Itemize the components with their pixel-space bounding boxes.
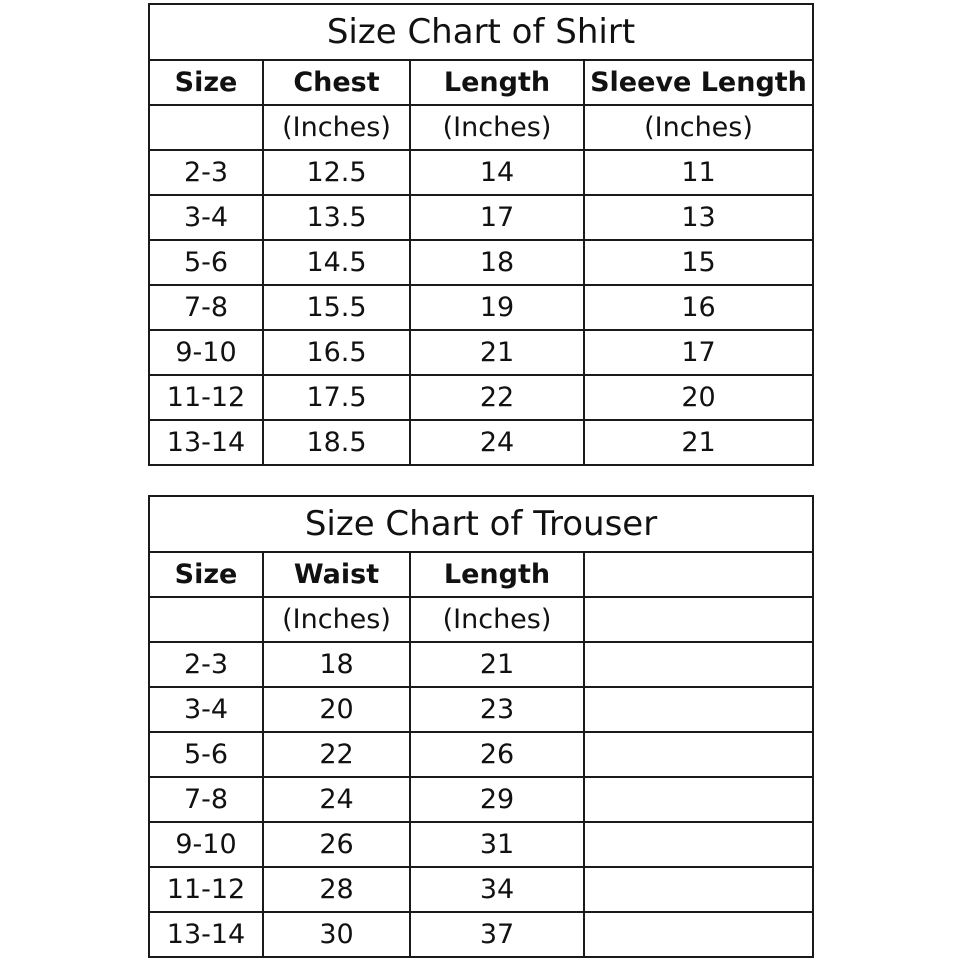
table-row (149, 642, 813, 687)
trouser-cell-waist: 30 (263, 912, 410, 957)
trouser-cell-length: 29 (410, 777, 584, 822)
trouser-cell-length: 34 (410, 867, 584, 912)
shirt-cell-size: 13-14 (149, 420, 263, 465)
trouser-unit-size (149, 597, 263, 642)
trouser-cell-size: 13-14 (149, 912, 263, 957)
trouser-cell-size: 7-8 (149, 777, 263, 822)
table-row (149, 867, 813, 912)
trouser-cell-size: 5-6 (149, 732, 263, 777)
shirt-unit-sleeve-length: (Inches) (584, 105, 813, 150)
trouser-cell-empty (584, 777, 813, 822)
table-row (149, 240, 813, 285)
shirt-header-sleeve-length: Sleeve Length (584, 60, 813, 105)
shirt-header-size: Size (149, 60, 263, 105)
trouser-cell-length: 26 (410, 732, 584, 777)
trouser-header-waist: Waist (263, 552, 410, 597)
shirt-cell-length: 14 (410, 150, 584, 195)
trouser-cell-waist: 20 (263, 687, 410, 732)
table-row (149, 375, 813, 420)
trouser-cell-waist: 24 (263, 777, 410, 822)
shirt-unit-size (149, 105, 263, 150)
shirt-cell-size: 2-3 (149, 150, 263, 195)
trouser-cell-waist: 18 (263, 642, 410, 687)
trouser-title-row (149, 496, 813, 552)
table-row (149, 150, 813, 195)
shirt-cell-chest: 17.5 (263, 375, 410, 420)
shirt-cell-length: 22 (410, 375, 584, 420)
table-row (149, 912, 813, 957)
table-row (149, 420, 813, 465)
shirt-cell-size: 5-6 (149, 240, 263, 285)
table-row (149, 777, 813, 822)
shirt-cell-sleeve-length: 17 (584, 330, 813, 375)
shirt-header-length: Length (410, 60, 584, 105)
trouser-cell-waist: 26 (263, 822, 410, 867)
shirt-table-title: Size Chart of Shirt (149, 4, 813, 60)
trouser-units-row (149, 597, 813, 642)
shirt-unit-chest: (Inches) (263, 105, 410, 150)
trouser-header-empty (584, 552, 813, 597)
table-row (149, 687, 813, 732)
shirt-cell-chest: 13.5 (263, 195, 410, 240)
trouser-unit-waist: (Inches) (263, 597, 410, 642)
shirt-cell-size: 9-10 (149, 330, 263, 375)
trouser-cell-size: 11-12 (149, 867, 263, 912)
shirt-cell-sleeve-length: 16 (584, 285, 813, 330)
trouser-cell-size: 9-10 (149, 822, 263, 867)
trouser-cell-empty (584, 642, 813, 687)
trouser-unit-empty (584, 597, 813, 642)
trouser-cell-waist: 22 (263, 732, 410, 777)
shirt-cell-chest: 18.5 (263, 420, 410, 465)
shirt-cell-length: 18 (410, 240, 584, 285)
trouser-cell-length: 31 (410, 822, 584, 867)
trouser-cell-empty (584, 687, 813, 732)
shirt-cell-sleeve-length: 15 (584, 240, 813, 285)
shirt-title-row (149, 4, 813, 60)
trouser-unit-length: (Inches) (410, 597, 584, 642)
trouser-cell-length: 23 (410, 687, 584, 732)
shirt-header-chest: Chest (263, 60, 410, 105)
trouser-cell-empty (584, 822, 813, 867)
shirt-cell-chest: 15.5 (263, 285, 410, 330)
shirt-cell-size: 3-4 (149, 195, 263, 240)
table-row (149, 195, 813, 240)
shirt-units-row (149, 105, 813, 150)
shirt-unit-length: (Inches) (410, 105, 584, 150)
shirt-cell-length: 19 (410, 285, 584, 330)
shirt-cell-chest: 12.5 (263, 150, 410, 195)
shirt-cell-sleeve-length: 11 (584, 150, 813, 195)
trouser-cell-length: 21 (410, 642, 584, 687)
table-row (149, 330, 813, 375)
shirt-cell-sleeve-length: 20 (584, 375, 813, 420)
trouser-size-table (148, 495, 814, 958)
shirt-cell-length: 21 (410, 330, 584, 375)
shirt-cell-sleeve-length: 13 (584, 195, 813, 240)
trouser-cell-waist: 28 (263, 867, 410, 912)
shirt-cell-length: 24 (410, 420, 584, 465)
table-row (149, 732, 813, 777)
shirt-size-table (148, 3, 814, 466)
shirt-cell-length: 17 (410, 195, 584, 240)
trouser-cell-size: 2-3 (149, 642, 263, 687)
trouser-header-row (149, 552, 813, 597)
trouser-header-size: Size (149, 552, 263, 597)
trouser-cell-empty (584, 732, 813, 777)
table-row (149, 822, 813, 867)
trouser-cell-empty (584, 867, 813, 912)
shirt-header-row (149, 60, 813, 105)
trouser-header-length: Length (410, 552, 584, 597)
trouser-cell-length: 37 (410, 912, 584, 957)
shirt-cell-size: 7-8 (149, 285, 263, 330)
shirt-cell-size: 11-12 (149, 375, 263, 420)
shirt-cell-chest: 16.5 (263, 330, 410, 375)
trouser-table-title: Size Chart of Trouser (149, 496, 813, 552)
shirt-cell-chest: 14.5 (263, 240, 410, 285)
shirt-cell-sleeve-length: 21 (584, 420, 813, 465)
trouser-cell-size: 3-4 (149, 687, 263, 732)
table-row (149, 285, 813, 330)
trouser-cell-empty (584, 912, 813, 957)
